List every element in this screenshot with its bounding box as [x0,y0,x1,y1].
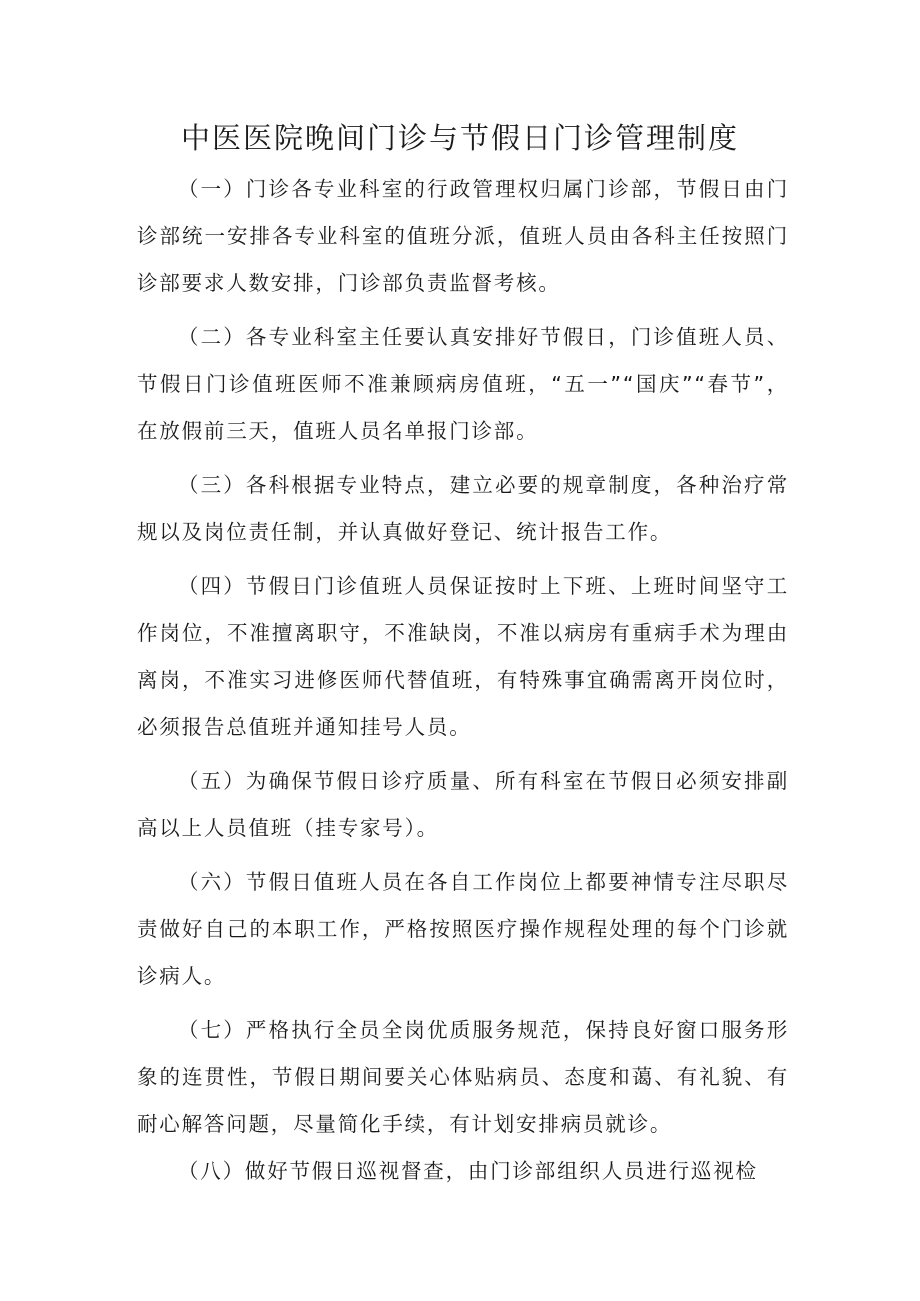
paragraph-5: （五）为确保节假日诊疗质量、所有科室在节假日必须安排副高以上人员值班（挂专家号）。 [137,769,789,840]
paragraph-1: （一）门诊各专业科室的行政管理权归属门诊部，节假日由门诊部统一安排各专业科室的值班分派，值班人员由各科主任按照门诊部要求人数安排，门诊部负责监督考核。 [137,177,789,295]
paragraph-3: （三）各科根据专业特点，建立必要的规章制度，各种治疗常规以及岗位责任制，并认真做好登记、统计报告工作。 [137,473,789,544]
paragraph-6: （六）节假日值班人员在各自工作岗位上都要神情专注尽职尽责做好自己的本职工作，严格按照医疗操作规程处理的每个门诊就诊病人。 [137,870,789,988]
paragraph-8: （八）做好节假日巡视督查，由门诊部组织人员进行巡视检 [178,1159,758,1183]
paragraph-7: （七）严格执行全员全岗优质服务规范，保持良好窗口服务形象的连贯性，节假日期间要关心体贴病员、态度和蔼、有礼貌、有耐心解答问题，尽量简化手续，有计划安排病员就诊。 [137,1018,789,1136]
paragraph-2: （二）各专业科室主任要认真安排好节假日，门诊值班人员、节假日门诊值班医师不准兼顾病房值班，“五一”“国庆”“春节”，在放假前三天，值班人员名单报门诊部。 [137,325,789,443]
paragraph-4: （四）节假日门诊值班人员保证按时上下班、上班时间坚守工作岗位，不准擅离职守，不准缺岗，不准以病房有重病手术为理由离岗，不准实习进修医师代替值班，有特殊事宜确需离开岗位时，必须报告总值班并通知挂号人员。 [137,574,789,739]
document-title: 中医医院晚间门诊与节假日门诊管理制度 [180,121,739,155]
document-body [137,166,789,1195]
